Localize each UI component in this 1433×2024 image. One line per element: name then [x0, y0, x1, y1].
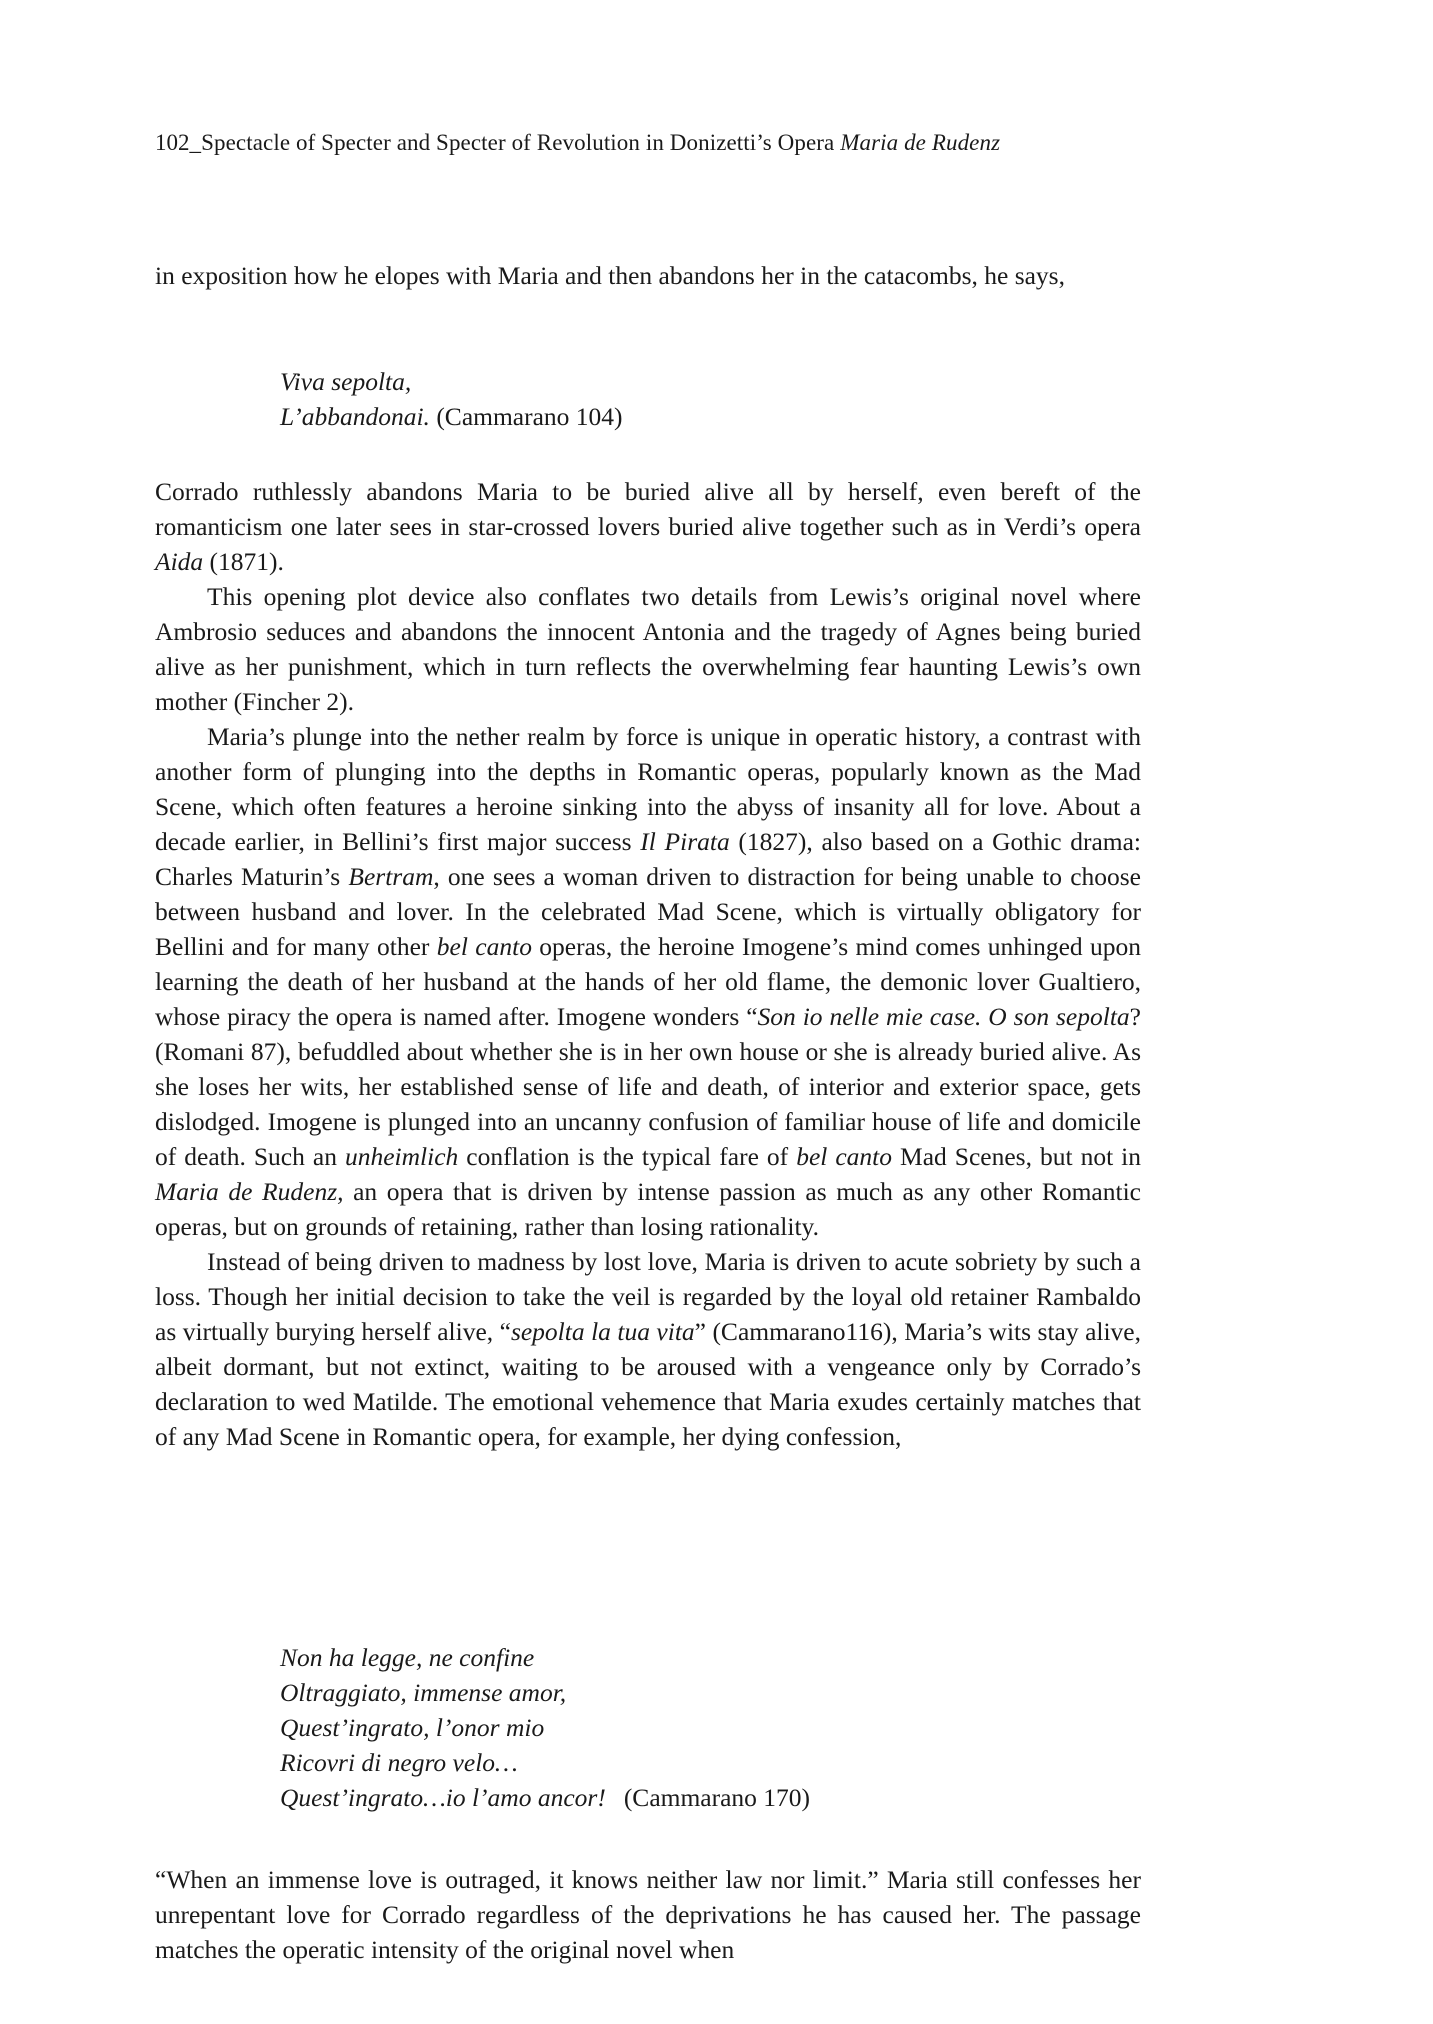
verse-2-line-1: Non ha legge, ne confine: [280, 1643, 535, 1672]
verse-2-line-3: Quest’ingrato, l’onor mio: [280, 1713, 545, 1742]
paragraph-4: Maria’s plunge into the nether realm by force is unique in operatic history, a contrast with another form of plunging into the depths in Romantic operas, popularly known as the Mad Scene, which often features a heroine sinking into the abyss of insanity all for love. About a decade earlier, in Bellini’s first major success Il Pirata (1827), also based on a Gothic drama: Charles Maturin’s Bertram, one sees a woman driven to distraction for being unable to choose between husband and lover. In the celebrated Mad Scene, which is virtually obligatory for Bellini and for many other bel canto operas, the heroine Imogene’s mind comes unhinged upon learning the death of her husband at the hands of her old flame, the demonic lover Gualtiero, whose piracy the opera is named after. Imogene wonders “Son io nelle mie case. O son sepolta? (Romani 87), befuddled about whether she is in her own house or she is already buried alive. As she loses her wits, her established sense of life and death, of interior and exterior space, gets dislodged. Imogene is plunged into an uncanny confusion of familiar house of life and domicile of death. Such an unheimlich conflation is the typical fare of bel canto Mad Scenes, but not in Maria de Rudenz, an opera that is driven by intense passion as much as any other Romantic operas, but on grounds of retaining, rather than losing rationality.: [155, 722, 1142, 1241]
page-number: 102: [155, 130, 190, 155]
verse-1-citation: (Cammarano 104): [429, 402, 623, 431]
running-head: [155, 130, 1000, 156]
paragraph-1: [155, 258, 1141, 293]
main-text: [155, 474, 1141, 1454]
paragraph-3: This opening plot device also conflates two details from Lewis’s original novel where Ambrosio seduces and abandons the innocent Antonia and the tragedy of Agnes being buried alive as her punishment, which in turn reflects the overwhelming fear haunting Lewis’s own mother (Fincher 2).: [155, 582, 1141, 716]
verse-1-line-2-text: L’abbandonai.: [280, 402, 430, 431]
verse-2-line-4: Ricovri di negro velo…: [280, 1748, 518, 1777]
verse-1-line-2: [280, 399, 623, 434]
verse-2-line-2: Oltraggiato, immense amor,: [280, 1678, 567, 1707]
verse-quote-1: [280, 364, 623, 434]
header-separator: _: [189, 130, 202, 155]
paragraph-6: [155, 1862, 1141, 1967]
verse-quote-2: [280, 1640, 810, 1815]
verse-1-line-1: [280, 364, 623, 399]
verse-2-citation: (Cammarano 170): [623, 1783, 811, 1812]
verse-2-line-5: Quest’ingrato…io l’amo ancor! (Cammarano 170): [280, 1783, 811, 1812]
header-title-italic: Maria de Rudenz: [840, 130, 1001, 155]
verse-1-line-1-text: Viva sepolta,: [280, 367, 412, 396]
paragraph-6-text: “When an immense love is outraged, it knows neither law nor limit.” Maria still confesses her unrepentant love for Corrado regardless of the deprivations he has caused her. The passage matches the operatic intensity of the original novel when: [155, 1865, 1141, 1964]
paragraph-5: Instead of being driven to madness by lost love, Maria is driven to acute sobriety by such a loss. Though her initial decision to take the veil is regarded by the loyal old retainer Rambaldo as virtually burying herself alive, “sepolta la tua vita” (Cammarano116), Maria’s wits stay alive, albeit dormant, but not extinct, waiting to be aroused with a vengeance only by Corrado’s declaration to wed Matilde. The emotional vehemence that Maria exudes certainly matches that of any Mad Scene in Romantic opera, for example, her dying confession,: [155, 1247, 1142, 1451]
paragraph-2: Corrado ruthlessly abandons Maria to be buried alive all by herself, even bereft of the romanticism one later sees in star-crossed lovers buried alive together such as in Verdi’s opera Aida (1871).: [155, 477, 1141, 576]
paragraph-1-text: in exposition how he elopes with Maria and then abandons her in the catacombs, he says,: [155, 261, 1065, 290]
header-title: Spectacle of Specter and Specter of Revolution in Donizetti’s Opera: [201, 130, 841, 155]
